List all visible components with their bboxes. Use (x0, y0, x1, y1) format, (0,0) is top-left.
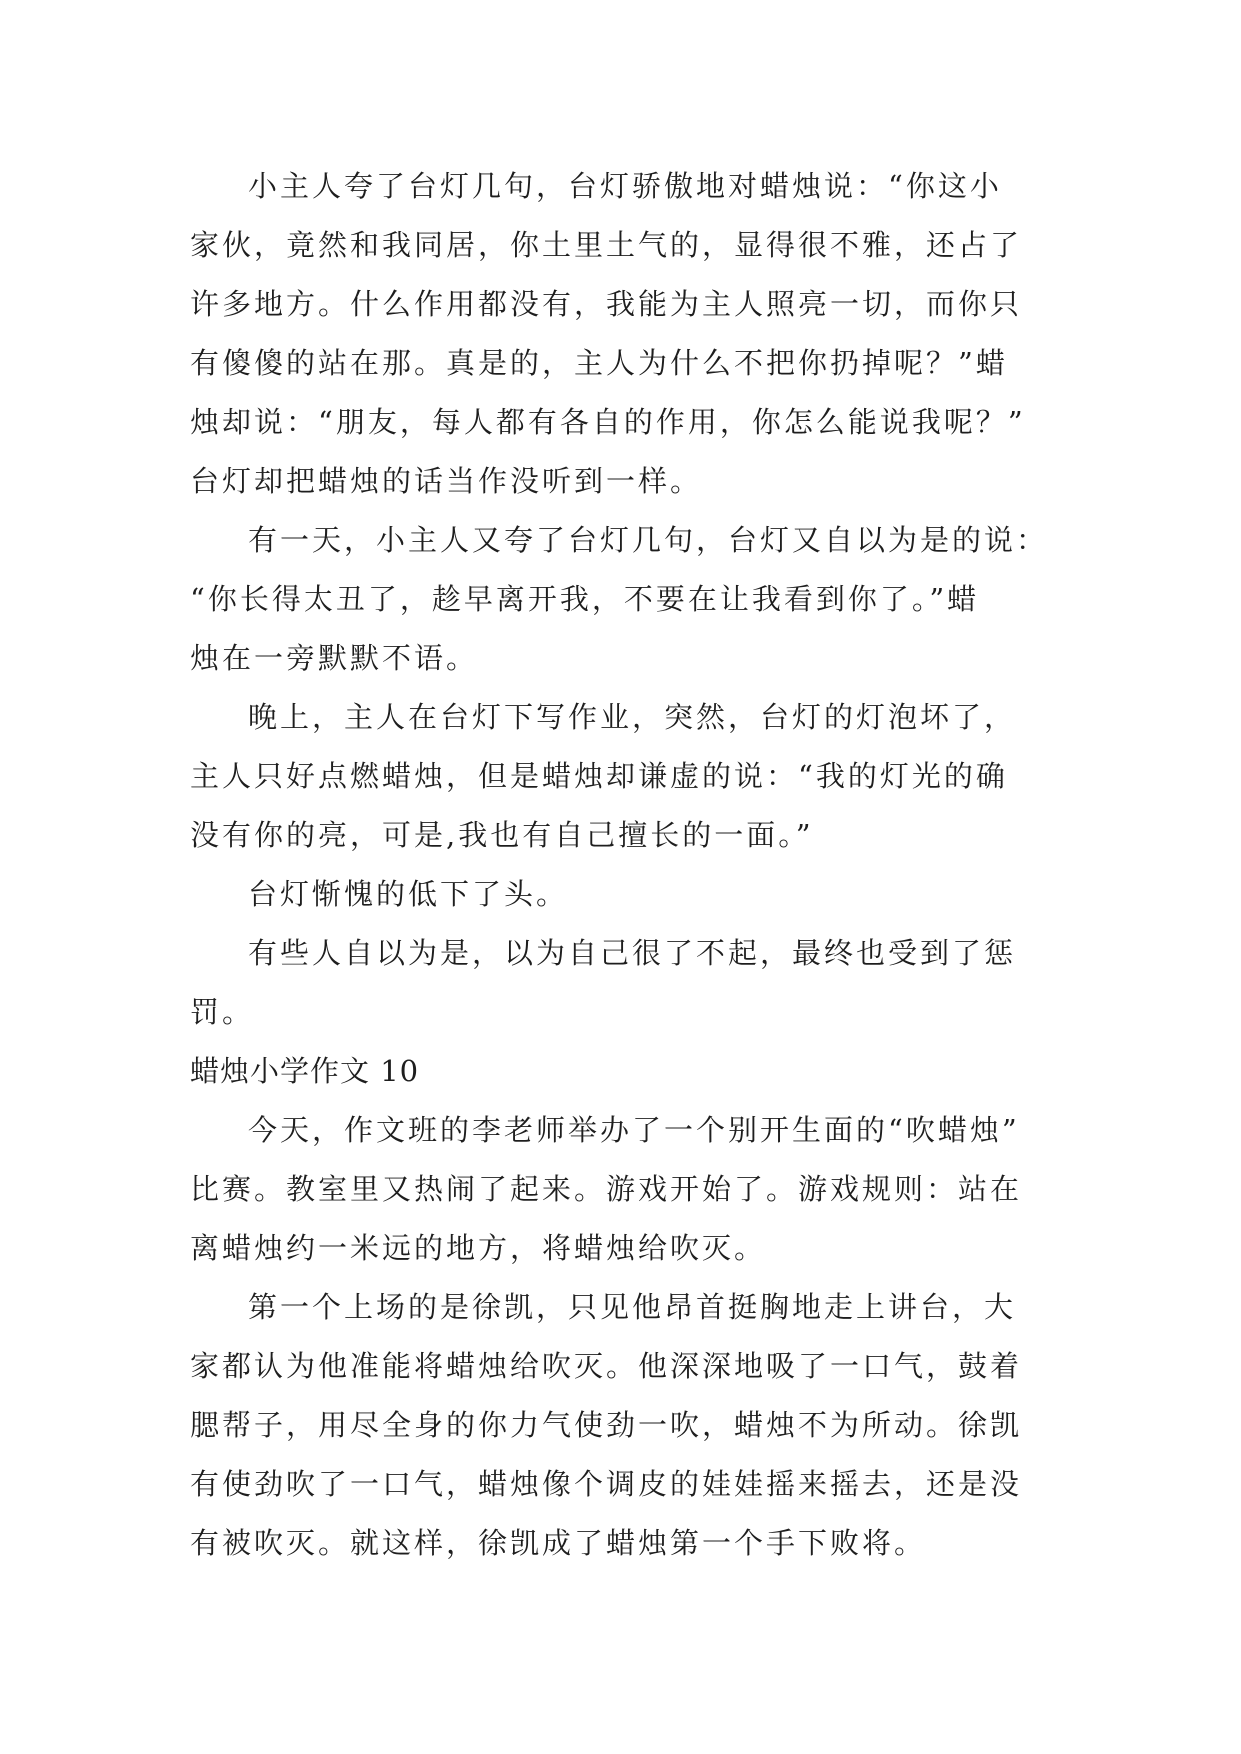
text-line: 有傻傻的站在那。真是的，主人为什么不把你扔掉呢？”蜡 (190, 346, 1008, 380)
text-line: 离蜡烛约一米远的地方，将蜡烛给吹灭。 (190, 1231, 767, 1265)
text-line: 罚。 (190, 995, 255, 1029)
text-line: 台灯惭愧的低下了头。 (248, 877, 569, 911)
text-line: 家伙，竟然和我同居，你土里土气的，显得很不雅，还占了 (190, 228, 1023, 262)
text-line: 烛在一旁默默不语。 (190, 641, 479, 675)
paragraph-3 (190, 688, 1050, 865)
text-line: 家都认为他准能将蜡烛给吹灭。他深深地吸了一口气，鼓着 (190, 1349, 1023, 1383)
paragraph-1 (190, 157, 1050, 511)
paragraph-7 (190, 1278, 1050, 1573)
text-line: 小主人夸了台灯几句，台灯骄傲地对蜡烛说：“你这小 (248, 169, 1002, 203)
paragraph-6 (190, 1101, 1050, 1278)
text-line: 许多地方。什么作用都没有，我能为主人照亮一切，而你只 (190, 287, 1023, 321)
text-line: 腮帮子，用尽全身的你力气使劲一吹，蜡烛不为所动。徐凯 (190, 1408, 1023, 1442)
text-line: 有被吹灭。就这样，徐凯成了蜡烛第一个手下败将。 (190, 1526, 927, 1560)
text-line: 晚上，主人在台灯下写作业，突然，台灯的灯泡坏了， (248, 700, 1017, 734)
text-line: 没有你的亮，可是,我也有自己擅长的一面。” (190, 818, 814, 852)
text-line: 第一个上场的是徐凯，只见他昂首挺胸地走上讲台，大 (248, 1290, 1017, 1324)
text-line: 烛却说：“朋友，每人都有各自的作用，你怎么能说我呢？” (190, 405, 1026, 439)
text-line: 有一天，小主人又夸了台灯几句，台灯又自以为是的说： (248, 523, 1049, 557)
text-line: 比赛。教室里又热闹了起来。游戏开始了。游戏规则：站在 (190, 1172, 1023, 1206)
heading-text: 蜡烛小学作文 10 (190, 1054, 420, 1088)
text-line: 有使劲吹了一口气，蜡烛像个调皮的娃娃摇来摇去，还是没 (190, 1467, 1023, 1501)
paragraph-4 (190, 865, 1050, 924)
text-line: 有些人自以为是，以为自己很了不起，最终也受到了惩 (248, 936, 1017, 970)
document-page (190, 157, 1050, 1573)
text-line: 今天，作文班的李老师举办了一个别开生面的“吹蜡烛” (248, 1113, 1020, 1147)
paragraph-5 (190, 924, 1050, 1042)
text-line: “你长得太丑了，趁早离开我，不要在让我看到你了。”蜡 (190, 582, 980, 616)
text-line: 主人只好点燃蜡烛，但是蜡烛却谦虚的说：“我的灯光的确 (190, 759, 1008, 793)
text-line: 台灯却把蜡烛的话当作没听到一样。 (190, 464, 703, 498)
paragraph-2 (190, 511, 1050, 688)
section-heading (190, 1042, 1050, 1101)
